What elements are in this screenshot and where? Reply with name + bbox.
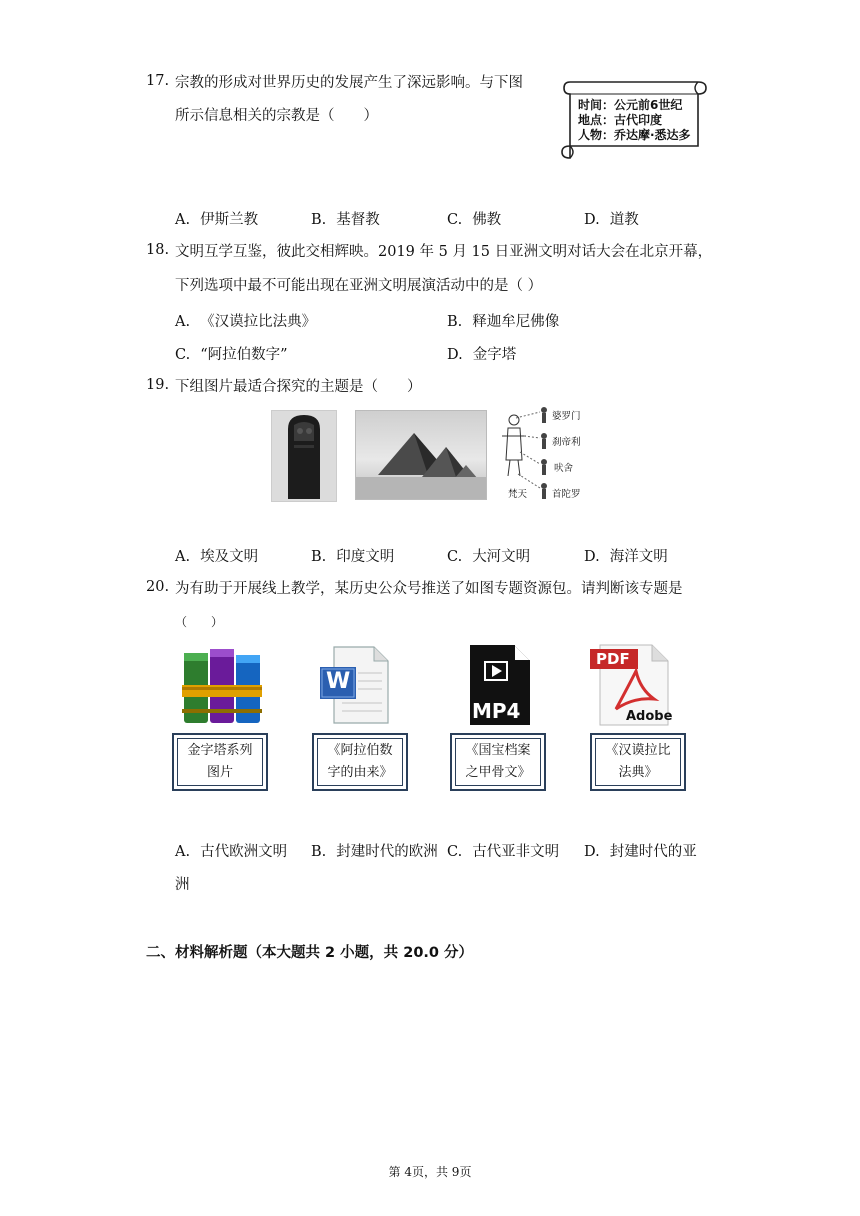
resource-label-hammurabi-code: 《汉谟拉比 法典》 [590,733,686,791]
scroll-line-place: 地点：古代印度 [578,113,663,127]
hammurabi-stele-image [271,410,337,502]
page-footer: 第 4页，共 9页 [388,1165,472,1179]
pdf-file-icon [590,643,674,731]
question-20-option-c[interactable]: C. 古代亚非文明 [447,844,560,860]
resource-label-arabic-numerals: 《阿拉伯数 字的由来》 [312,733,408,791]
question-19-number: 19. [146,377,170,393]
books-icon [180,643,264,731]
question-17-option-b[interactable]: B. 基督教 [311,212,380,228]
question-17-option-a[interactable]: A. 伊斯兰教 [175,212,259,228]
question-19-option-b[interactable]: B. 印度文明 [311,549,395,565]
question-18-option-d[interactable]: D. 金字塔 [447,347,517,363]
question-20-stem-line1: 为有助于开展线上教学，某历史公众号推送了如图专题资源包。请判断该专题是 [175,581,683,597]
question-19-option-c[interactable]: C. 大河文明 [447,549,531,565]
word-document-icon [312,643,396,731]
caste-label-shudra: 首陀罗 [552,489,581,500]
caste-label-kshatriya: 刹帝利 [552,437,581,448]
mp4-icon-text: MP4 [472,699,521,723]
info-scroll-image [560,76,708,160]
question-17-number: 17. [146,73,170,89]
question-17-stem-line2: 所示信息相关的宗教是（ ） [175,108,378,124]
adobe-icon-text: Adobe [626,709,673,724]
word-icon-letter: W [326,669,351,694]
question-17-option-d[interactable]: D. 道教 [584,212,639,228]
question-18-number: 18. [146,242,170,258]
question-18-option-c[interactable]: C. “阿拉伯数字” [175,347,288,363]
caste-label-brahmin: 婆罗门 [552,411,581,422]
question-20-option-d-wrap: 洲 [175,877,190,893]
caste-label-brahma: 梵天 [508,489,528,500]
pyramids-icon [356,411,486,499]
question-18-option-a[interactable]: A. 《汉谟拉比法典》 [175,314,317,330]
question-19-option-d[interactable]: D. 海洋文明 [584,549,668,565]
question-18-option-b[interactable]: B. 释迦牟尼佛像 [447,314,560,330]
question-17-option-c[interactable]: C. 佛教 [447,212,502,228]
question-17-stem-line1: 宗教的形成对世界历史的发展产生了深远影响。与下图 [175,75,523,91]
scroll-line-person: 人物：乔达摩·悉达多 [578,128,691,142]
question-20-option-a[interactable]: A. 古代欧洲文明 [175,844,288,860]
question-19-stem: 下组图片最适合探究的主题是（ ） [175,379,422,395]
stele-icon [272,411,336,501]
pdf-icon-text: PDF [596,650,630,668]
question-20-option-b[interactable]: B. 封建时代的欧洲 [311,844,438,860]
mp4-file-icon [464,643,534,731]
question-20-option-d[interactable]: D. 封建时代的亚 [584,844,697,860]
question-20-stem-line2: （ ） [175,615,224,629]
question-18-stem-line2: 下列选项中最不可能出现在亚洲文明展演活动中的是（ ） [175,278,543,294]
section-2-title: 二、材料解析题（本大题共 2 小题，共 20.0 分） [146,945,474,961]
resource-label-oracle-bone: 《国宝档案 之甲骨文》 [450,733,546,791]
caste-system-diagram [500,402,590,502]
question-19-option-a[interactable]: A. 埃及文明 [175,549,259,565]
resource-label-pyramid-pictures: 金字塔系列 图片 [172,733,268,791]
scroll-line-time: 时间：公元前6世纪 [578,98,683,112]
question-20-number: 20. [146,579,170,595]
pyramids-image [355,410,487,500]
caste-label-vaishya: 吠舍 [554,463,574,474]
question-18-stem-line1: 文明互学互鉴，彼此交相辉映。2019 年 5 月 15 日亚洲文明对话大会在北京开幕， [175,244,713,260]
